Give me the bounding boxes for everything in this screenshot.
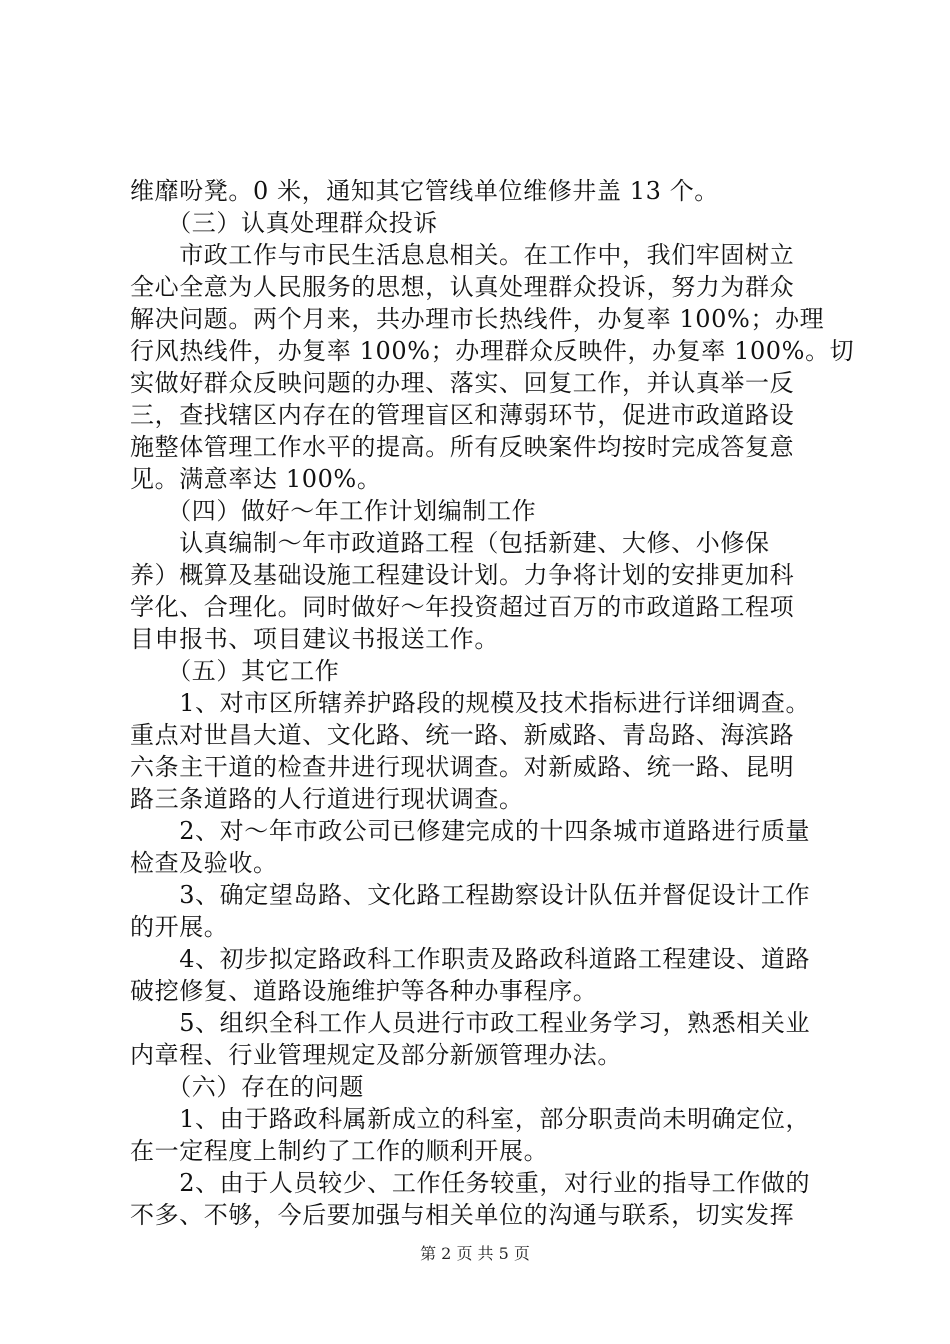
text-line: 路三条道路的人行道进行现状调查。: [130, 785, 524, 813]
text-line: 见。满意率达 100%。: [130, 465, 382, 493]
text-line: 认真编制～年市政道路工程（包括新建、大修、小修保: [130, 529, 770, 557]
text-line: 市政工作与市民生活息息相关。在工作中，我们牢固树立: [130, 241, 795, 269]
text-line: 实做好群众反映问题的办理、落实、回复工作，并认真举一反: [130, 369, 795, 397]
text-line: 1、由于路政科属新成立的科室，部分职责尚未明确定位，: [130, 1105, 811, 1133]
text-line: 重点对世昌大道、文化路、统一路、新威路、青岛路、海滨路: [130, 721, 795, 749]
text-line: 的开展。: [130, 913, 229, 941]
text-line: 3、确定望岛路、文化路工程勘察设计队伍并督促设计工作: [130, 881, 811, 909]
text-line: 检查及验收。: [130, 849, 278, 877]
text-line: 目申报书、项目建议书报送工作。: [130, 625, 499, 653]
section-heading: （五）其它工作: [130, 657, 340, 685]
text-line: 2、由于人员较少、工作任务较重，对行业的指导工作做的: [130, 1169, 811, 1197]
text-line: 在一定程度上制约了工作的顺利开展。: [130, 1137, 549, 1165]
text-line: 破挖修复、道路设施维护等各种办事程序。: [130, 977, 598, 1005]
text-line: 六条主干道的检查井进行现状调查。对新威路、统一路、昆明: [130, 753, 795, 781]
text-line: 维靡吩凳。0 米，通知其它管线单位维修井盖 13 个。: [130, 177, 719, 205]
section-heading: （三）认真处理群众投诉: [130, 209, 438, 237]
text-line: 5、组织全科工作人员进行市政工程业务学习，熟悉相关业: [130, 1009, 811, 1037]
text-line: 内章程、行业管理规定及部分新颁管理办法。: [130, 1041, 622, 1069]
section-heading: （四）做好～年工作计划编制工作: [130, 497, 537, 525]
text-line: 2、对～年市政公司已修建完成的十四条城市道路进行质量: [130, 817, 811, 845]
text-line: 1、对市区所辖养护路段的规模及技术指标进行详细调查。: [130, 689, 811, 717]
text-line: 全心全意为人民服务的思想，认真处理群众投诉，努力为群众: [130, 273, 795, 301]
text-line: 养）概算及基础设施工程建设计划。力争将计划的安排更加科: [130, 561, 795, 589]
text-line: 学化、合理化。同时做好～年投资超过百万的市政道路工程项: [130, 593, 795, 621]
text-line: 行风热线件，办复率 100%；办理群众反映件，办复率 100%。切: [130, 337, 855, 365]
text-line: 解决问题。两个月来，共办理市长热线件，办复率 100%；办理: [130, 305, 825, 333]
section-heading: （六）存在的问题: [130, 1073, 364, 1101]
text-line: 4、初步拟定路政科工作职责及路政科道路工程建设、道路: [130, 945, 811, 973]
page-footer: 第 2 页 共 5 页: [420, 1244, 530, 1263]
text-line: 三，查找辖区内存在的管理盲区和薄弱环节，促进市政道路设: [130, 401, 795, 429]
text-line: 不多、不够，今后要加强与相关单位的沟通与联系，切实发挥: [130, 1201, 795, 1229]
text-line: 施整体管理工作水平的提高。所有反映案件均按时完成答复意: [130, 433, 795, 461]
